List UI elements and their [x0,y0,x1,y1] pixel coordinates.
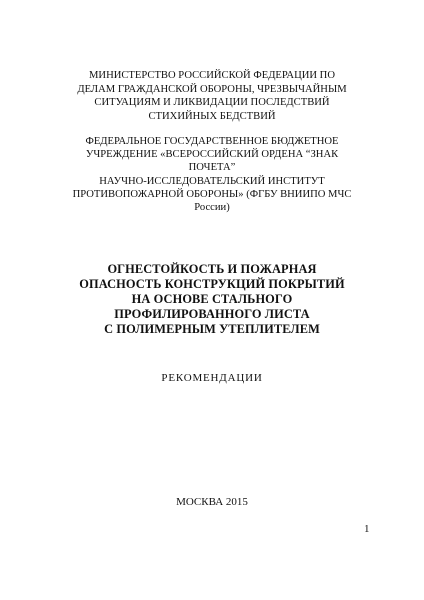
place-and-year: МОСКВА 2015 [176,496,248,508]
title-line: С ПОЛИМЕРНЫМ УТЕПЛИТЕЛЕМ [104,322,320,336]
institute-line: НАУЧНО-ИССЛЕДОВАТЕЛЬСКИЙ ИНСТИТУТ [99,175,325,187]
ministry-header [40,69,384,123]
page-number: 1 [364,523,370,535]
ministry-line: МИНИСТЕРСТВО РОССИЙСКОЙ ФЕДЕРАЦИИ ПО [89,70,335,81]
institute-line: ПОЧЕТА” [188,162,236,174]
title-line: ОГНЕСТОЙКОСТЬ И ПОЖАРНАЯ [107,262,317,276]
document-type: РЕКОМЕНДАЦИИ [161,372,263,384]
institute-line: России) [194,202,230,214]
title-line: ОПАСНОСТЬ КОНСТРУКЦИЙ ПОКРЫТИЙ [79,277,345,291]
document-title [40,262,384,337]
institute-line: ПРОТИВОПОЖАРНОЙ ОБОРОНЫ» (ФГБУ ВНИИПО МЧС [72,188,352,200]
ministry-line: ДЕЛАМ ГРАЖДАНСКОЙ ОБОРОНЫ, ЧРЕЗВЫЧАЙНЫМ [77,83,347,95]
institute-line: ФЕДЕРАЛЬНОЕ ГОСУДАРСТВЕННОЕ БЮДЖЕТНОЕ [85,136,339,147]
ministry-line: СИТУАЦИЯМ И ЛИКВИДАЦИИ ПОСЛЕДСТВИЙ [94,97,330,109]
title-line: ПРОФИЛИРОВАННОГО ЛИСТА [114,307,310,321]
institute-header [40,135,384,214]
institute-line: УЧРЕЖДЕНИЕ «ВСЕРОССИЙСКИЙ ОРДЕНА “ЗНАК [85,149,339,161]
title-line: НА ОСНОВЕ СТАЛЬНОГО [131,292,293,306]
ministry-line: СТИХИЙНЫХ БЕДСТВИЙ [148,110,276,122]
